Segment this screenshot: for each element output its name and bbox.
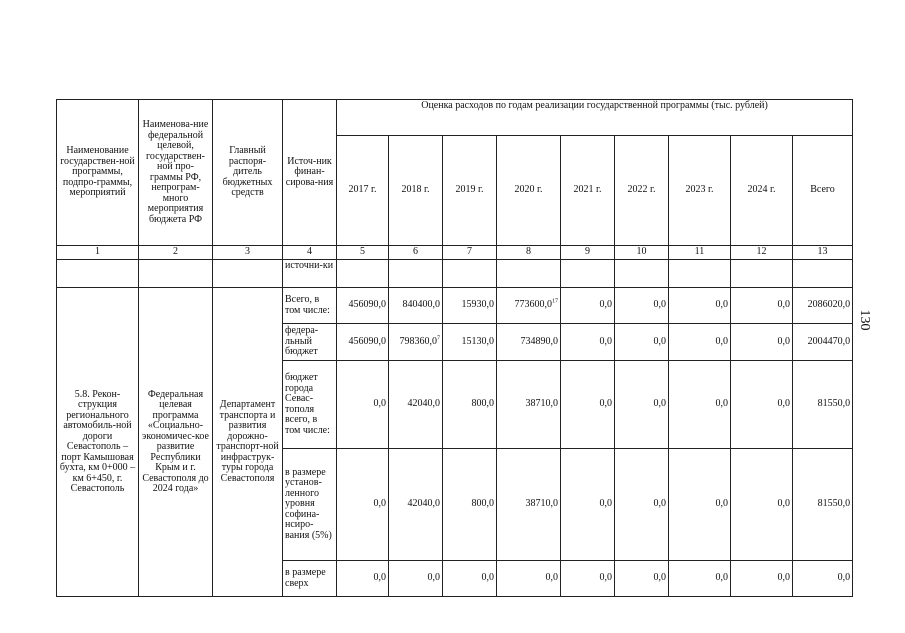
value-cell: 0,0 — [731, 561, 793, 597]
column-number: 5 — [337, 246, 389, 260]
year-header: 2017 г. — [337, 136, 389, 246]
value-cell: 0,0 — [561, 288, 615, 324]
value-cell: 0,0 — [669, 561, 731, 597]
federal-program-cell: Федеральная целевая программа «Социально-экономичес-кое развитие Республики Крым и г. Севастополя до 2024 года» — [139, 288, 213, 597]
value-cell: 0,0 — [669, 324, 731, 361]
value-cell: 456090,0 — [337, 324, 389, 361]
column-number: 12 — [731, 246, 793, 260]
budget-table — [56, 99, 853, 597]
header-col2: Наименова-ние федеральной целевой, государствен-ной про-граммы РФ, непрограм-много мероприятия бюджета РФ — [139, 100, 213, 246]
year-header: 2021 г. — [561, 136, 615, 246]
value-cell: 0,0 — [561, 361, 615, 449]
value-cell: 0,0 — [615, 561, 669, 597]
value-cell: 0,0 — [731, 324, 793, 361]
value-cell: 42040,0 — [389, 361, 443, 449]
value-cell: 734890,0 — [497, 324, 561, 361]
value-cell: 0,0 — [731, 361, 793, 449]
column-number: 6 — [389, 246, 443, 260]
header-col4: Источ-ник финан-сирова-ния — [283, 100, 337, 246]
value-cell: 0,0 — [443, 561, 497, 597]
column-number: 11 — [669, 246, 731, 260]
column-number: 7 — [443, 246, 497, 260]
value-cell: 0,0 — [561, 324, 615, 361]
value-cell: 0,0 — [615, 449, 669, 561]
column-number: 1 — [57, 246, 139, 260]
total-cell: 2004470,0 — [793, 324, 853, 361]
manager-cell: Департамент транспорта и развития дорожно-транспорт-ной инфраструк-туры города Севастополя — [213, 288, 283, 597]
value-cell: 773600,0$^{17}$ — [497, 288, 561, 324]
total-cell: 2086020,0 — [793, 288, 853, 324]
total-cell: 81550,0 — [793, 449, 853, 561]
value-cell: 38710,0 — [497, 361, 561, 449]
year-header: 2018 г. — [389, 136, 443, 246]
value-cell: 456090,0 — [337, 288, 389, 324]
total-header: Всего — [793, 136, 853, 246]
source-cell: источни-ки — [283, 260, 337, 288]
value-cell: 0,0 — [615, 361, 669, 449]
header-row-top — [57, 100, 853, 136]
value-cell: 0,0 — [337, 449, 389, 561]
value-cell: 0,0 — [669, 449, 731, 561]
value-cell: 0,0 — [561, 561, 615, 597]
source-cell: в размере сверх — [283, 561, 337, 597]
value-cell: 0,0 — [497, 561, 561, 597]
value-cell: 15930,0 — [443, 288, 497, 324]
column-number: 8 — [497, 246, 561, 260]
value-cell: 0,0 — [337, 561, 389, 597]
continuation-row — [57, 260, 853, 288]
header-col1: Наименование государствен-ной программы, подпро-граммы, мероприятий — [57, 100, 139, 246]
year-header: 2019 г. — [443, 136, 497, 246]
source-cell: бюджет города Севас-тополя всего, в том числе: — [283, 361, 337, 449]
year-header: 2022 г. — [615, 136, 669, 246]
header-span: Оценка расходов по годам реализации государственной программы (тыс. рублей) — [337, 100, 853, 136]
column-number: 4 — [283, 246, 337, 260]
value-cell: 0,0 — [669, 288, 731, 324]
column-number: 10 — [615, 246, 669, 260]
column-number: 2 — [139, 246, 213, 260]
value-cell: 42040,0 — [389, 449, 443, 561]
value-cell: 840400,0 — [389, 288, 443, 324]
value-cell: 800,0 — [443, 449, 497, 561]
year-header: 2023 г. — [669, 136, 731, 246]
page-number: 130 — [857, 309, 872, 331]
value-cell: 0,0 — [615, 324, 669, 361]
value-cell: 0,0 — [615, 288, 669, 324]
footnote-marker: 17 — [552, 298, 558, 305]
footnote-marker: 7 — [437, 335, 440, 342]
year-header: 2024 г. — [731, 136, 793, 246]
table-row — [57, 288, 853, 324]
column-number: 13 — [793, 246, 853, 260]
value-cell: 0,0 — [731, 288, 793, 324]
header-col3: Главный распоря-дитель бюджетных средств — [213, 100, 283, 246]
value-cell: 798360,0$^7$ — [389, 324, 443, 361]
year-header: 2020 г. — [497, 136, 561, 246]
value-cell: 0,0 — [337, 361, 389, 449]
total-cell: 0,0 — [793, 561, 853, 597]
program-name-cell: 5.8. Рекон-струкция регионального автомобиль-ной дороги Севастополь – порт Камышовая бухта, км 0+000 – км 6+450, г. Севастополь — [57, 288, 139, 597]
column-numbers-row — [57, 246, 853, 260]
value-cell: 0,0 — [389, 561, 443, 597]
value-cell: 0,0 — [731, 449, 793, 561]
value-cell: 0,0 — [561, 449, 615, 561]
source-cell: федера-льный бюджет — [283, 324, 337, 361]
value-cell: 38710,0 — [497, 449, 561, 561]
value-cell: 800,0 — [443, 361, 497, 449]
column-number: 9 — [561, 246, 615, 260]
value-cell: 0,0 — [669, 361, 731, 449]
value-cell: 15130,0 — [443, 324, 497, 361]
source-cell: в размере установ-ленного уровня софина-нсиро-вания (5%) — [283, 449, 337, 561]
total-cell: 81550,0 — [793, 361, 853, 449]
source-cell: Всего, в том числе: — [283, 288, 337, 324]
column-number: 3 — [213, 246, 283, 260]
